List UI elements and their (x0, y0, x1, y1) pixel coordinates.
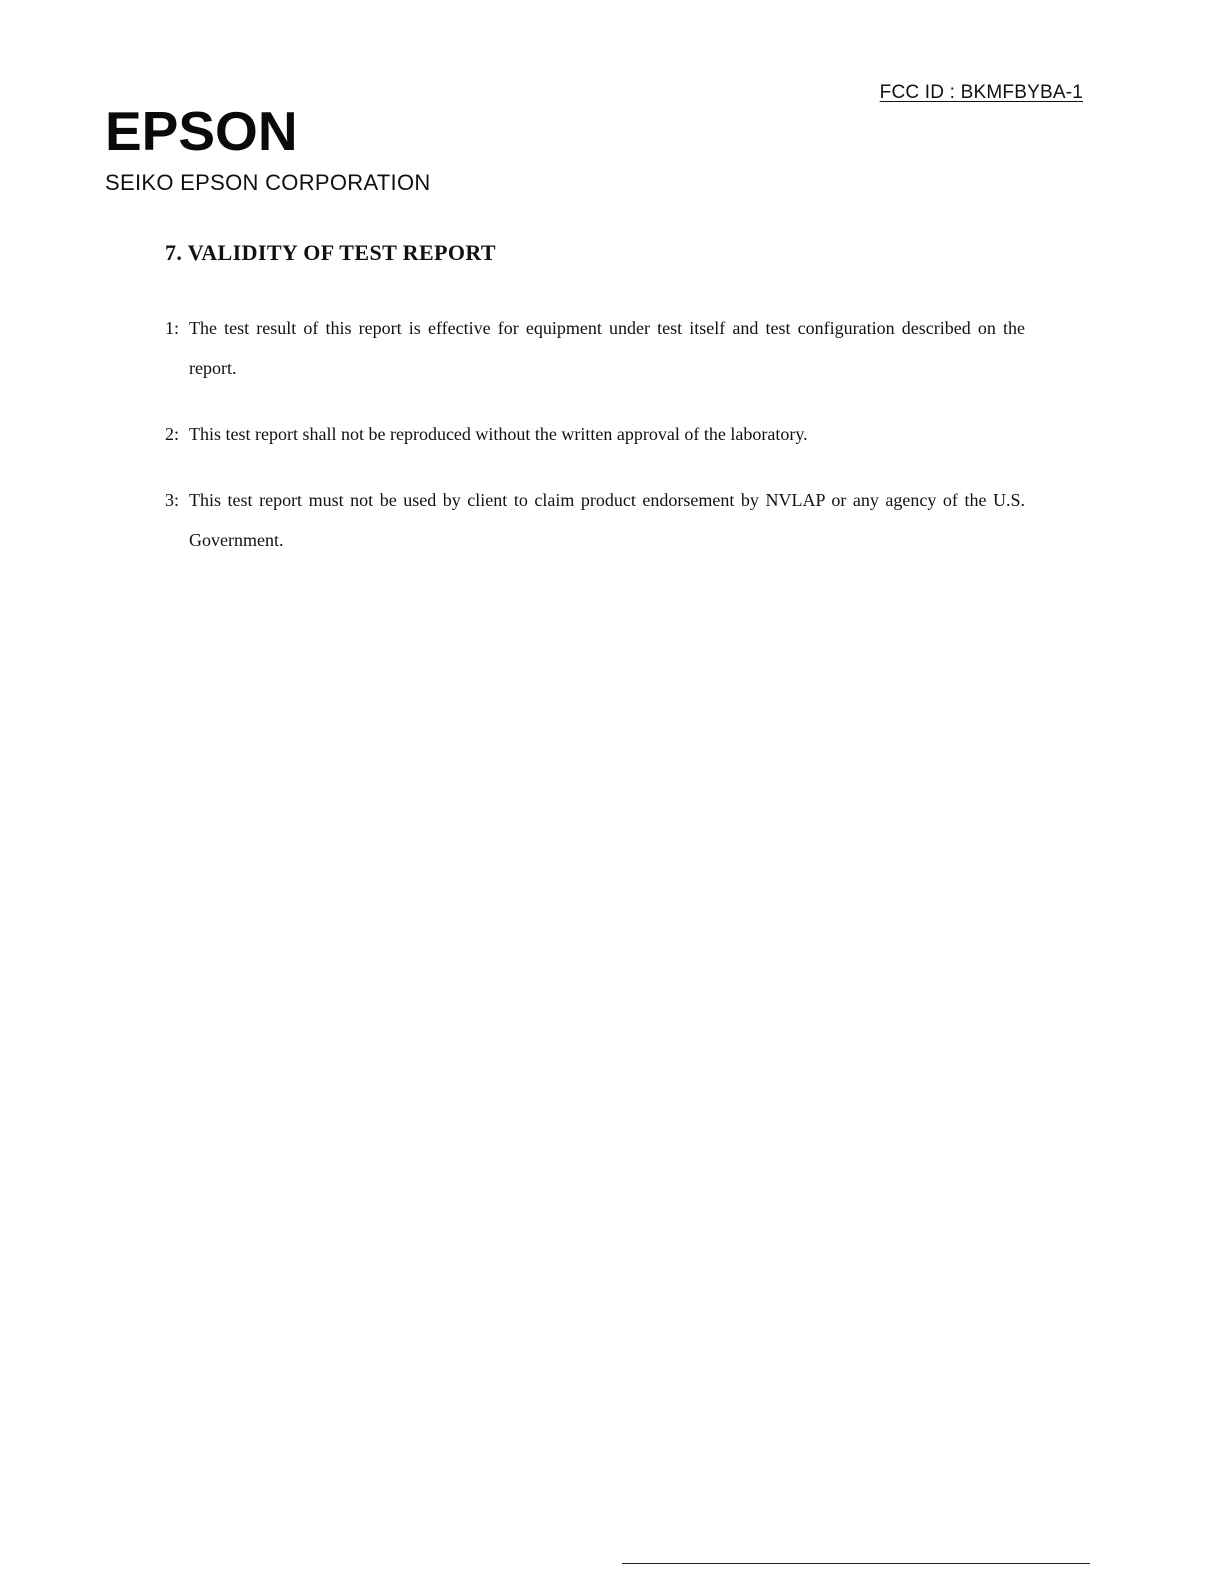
section-title: 7. VALIDITY OF TEST REPORT (165, 240, 496, 265)
footer-rule (622, 1563, 1090, 1564)
item-number: 2: (165, 424, 180, 444)
item-text: The test result of this report is effective for equipment under test itself and test configuration described on the report. (189, 318, 1025, 378)
company-name: SEIKO EPSON CORPORATION (105, 170, 431, 195)
item-text: This test report must not be used by client to claim product endorsement by NVLAP or any agency of the U.S. Government. (189, 490, 1025, 550)
fcc-id-label: FCC ID : BKMFBYBA-1 (879, 82, 1083, 103)
epson-logo: EPSON (105, 100, 298, 162)
item-number: 1: (165, 318, 180, 338)
item-text: This test report shall not be reproduced without the written approval of the laboratory. (189, 424, 808, 444)
list-item (165, 414, 1025, 454)
validity-list (165, 308, 1025, 560)
list-item (165, 308, 1025, 388)
item-number: 3: (165, 490, 180, 510)
list-item (165, 480, 1025, 560)
